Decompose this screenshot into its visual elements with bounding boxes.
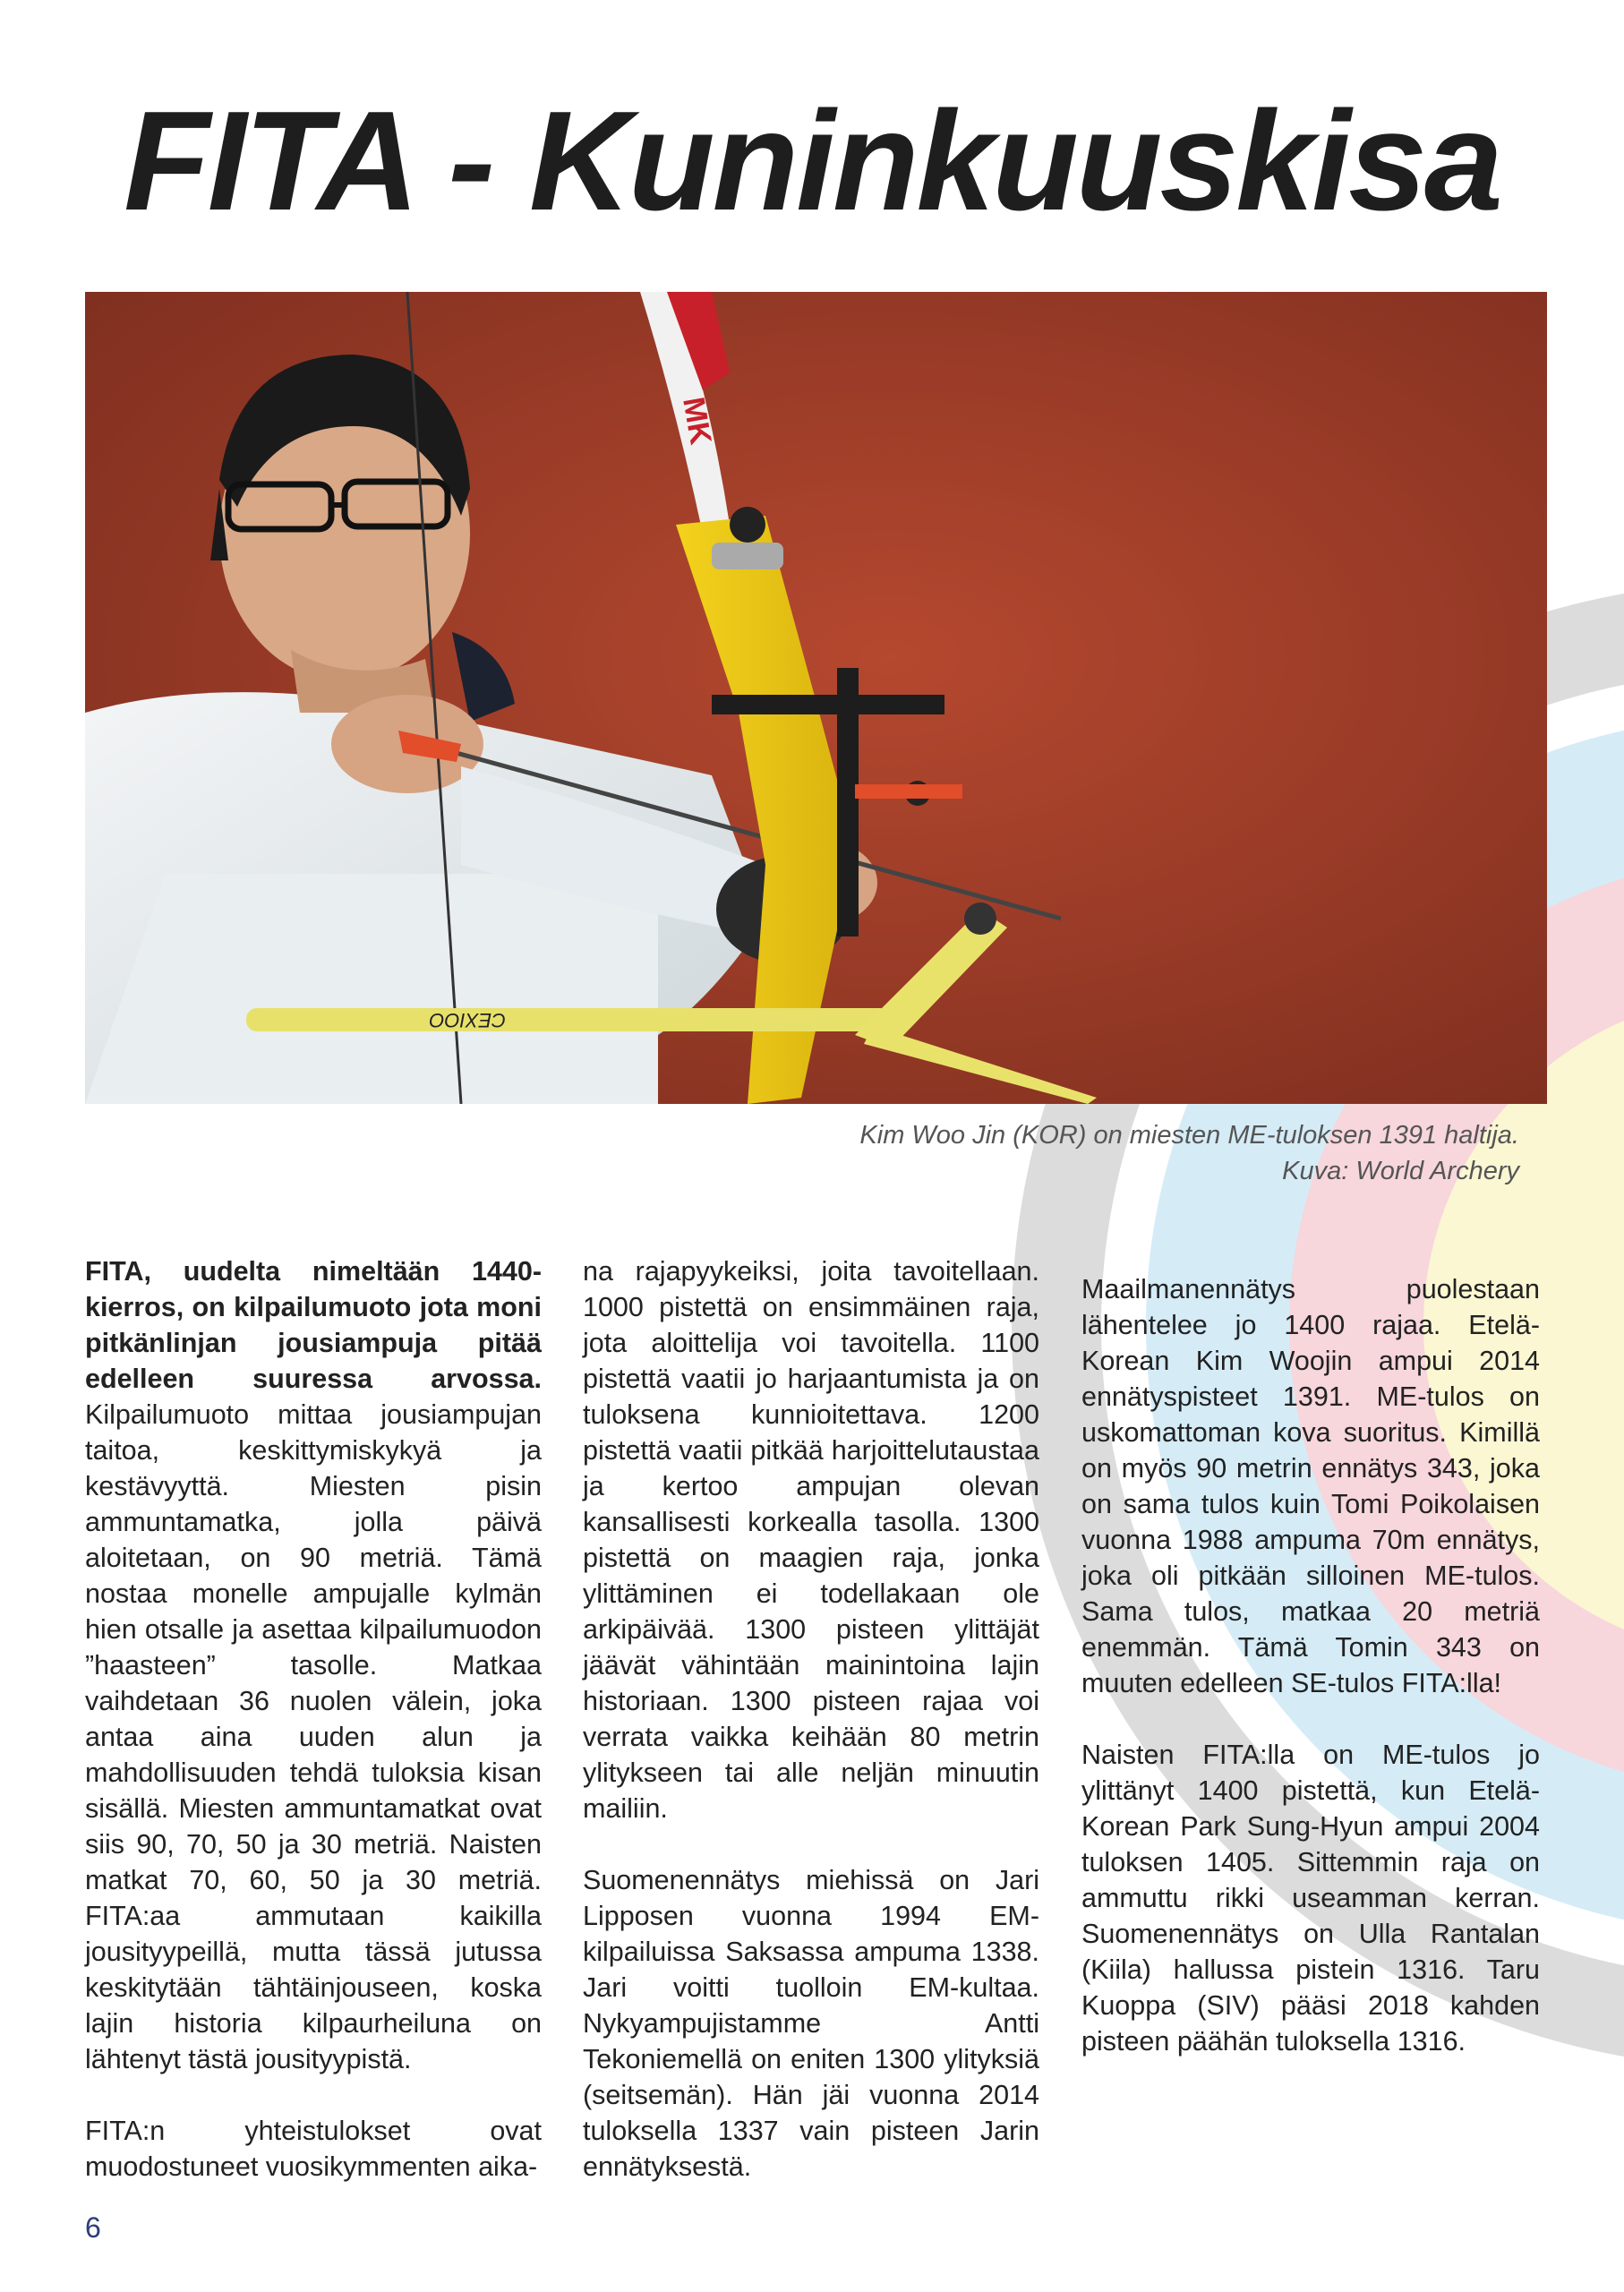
article-paragraph: Naisten FITA:lla on ME-tulos jo ylittänyt 1400 pistettä, kun Etelä-Korean Park Sung-Hyun ampui 2004 tuloksen 1405. Sittemmin raja on ammuttu rikki useamman kerran. Suomenennätys on Ulla Rantalan (Kiila) hallussa pistein 1316. Taru Kuoppa (SIV) pääsi 2018 kahden pisteen päähän tuloksella 1316.: [1081, 1740, 1540, 2057]
page-number: 6: [85, 2211, 101, 2244]
caption-line: Kim Woo Jin (KOR) on miesten ME-tuloksen 1391 haltija.: [859, 1121, 1519, 1150]
paragraph-text: Kilpailumuoto mittaa jousiampujan taitoa, keskittymiskykyä ja kestävyyttä. Miesten pisin ammuntamatka, jolla päivä aloitetaan, on 90 metriä. Tämä nostaa monelle ampujalle kylmän hien otsalle ja asettaa kilpailumuodon ”haasteen” tasolle. Matkaa vaihdetaan 36 nuolen välein, joka antaa aina uuden alun ja mahdollisuuden tehdä tuloksia kisan sisällä. Miesten ammuntamatkat ovat siis 90, 70, 50 ja 30 metriä. Naisten matkat 70, 60, 50 ja 30 metriä. FITA:aa ammutaan kaikilla jousityypeillä, mutta tässä jutussa keskitytään tähtäinjouseen, koska lajin historia kilpaurheiluna on lähtenyt tästä jousityypistä.: [85, 1399, 542, 2074]
article-column-3: [1081, 1271, 1540, 2095]
article-paragraph: Suomenennätys miehissä on Jari Lipposen vuonna 1994 EM-kilpailuissa Saksassa ampuma 1338. Jari voitti tuolloin EM-kultaa. Nykyampujistamme Antti Tekoniemellä on eniten 1300 ylityksiä (seitsemän). Hän jäi vuonna 2014 tuloksella 1337 vain pisteen Jarin ennätyksestä.: [583, 1865, 1039, 2182]
article-paragraph: Maailmanennätys puolestaan lähentelee jo 1400 rajaa. Etelä-Korean Kim Woojin ampui 2014 ennätyspisteet 1391. ME-tulos on uskomattoman kova suoritus. Kimillä on myös 90 metrin ennätys 343, joka on sama tulos kuin Tomi Poikolaisen vuonna 1988 ampuma 70m ennätys, joka oli pitkään silloinen ME-tulos. Sama tulos, matkaa 20 metriä enemmän. Tämä Tomin 343 on muuten edelleen SE-tulos FITA:lla!: [1081, 1274, 1540, 1698]
lead-text: FITA, uudelta nimeltään 1440-kierros, on kilpailumuoto jota moni pitkänlinjan jousiampuja pitää edelleen suuressa arvossa.: [85, 1256, 542, 1394]
article-paragraph: FITA:n yhteistulokset ovat muodostuneet vuosikymmenten aika-: [85, 2116, 542, 2182]
archer-photo: [85, 292, 1547, 1104]
photo-credit: Kuva: World Archery: [1282, 1157, 1519, 1185]
article-column-2: [583, 1253, 1039, 2220]
bow-brand: MK: [676, 394, 718, 448]
page-title: FITA - Kuninkuuskisa: [124, 82, 1500, 240]
archer-photo-icon: [85, 292, 1547, 1104]
article-column-1: [85, 1253, 542, 2220]
photo-caption: [624, 1117, 1519, 1189]
stabilizer-brand: CEXIOO: [429, 1009, 506, 1031]
article-paragraph: [85, 1253, 542, 2077]
article-paragraph: na rajapyykeiksi, joita tavoitellaan. 1000 pistettä on ensimmäinen raja, jota aloittelija voi tavoitella. 1100 pistettä vaatii jo harjaantumista ja on tuloksena kunnioitettava. 1200 pistettä vaatii pitkää harjoittelutaustaa ja kertoo ampujan olevan kansallisesti korkealla tasolla. 1300 pistettä on maagien raja, jonka ylittäminen ei todellakaan ole arkipäivää. 1300 pisteen ylittäjät jäävät vähintään mainintoina lajin historiaan. 1300 pisteen rajaa voi verrata vaikka keihään 80 metrin ylitykseen tai alle neljän minuutin mailiin.: [583, 1256, 1039, 1824]
